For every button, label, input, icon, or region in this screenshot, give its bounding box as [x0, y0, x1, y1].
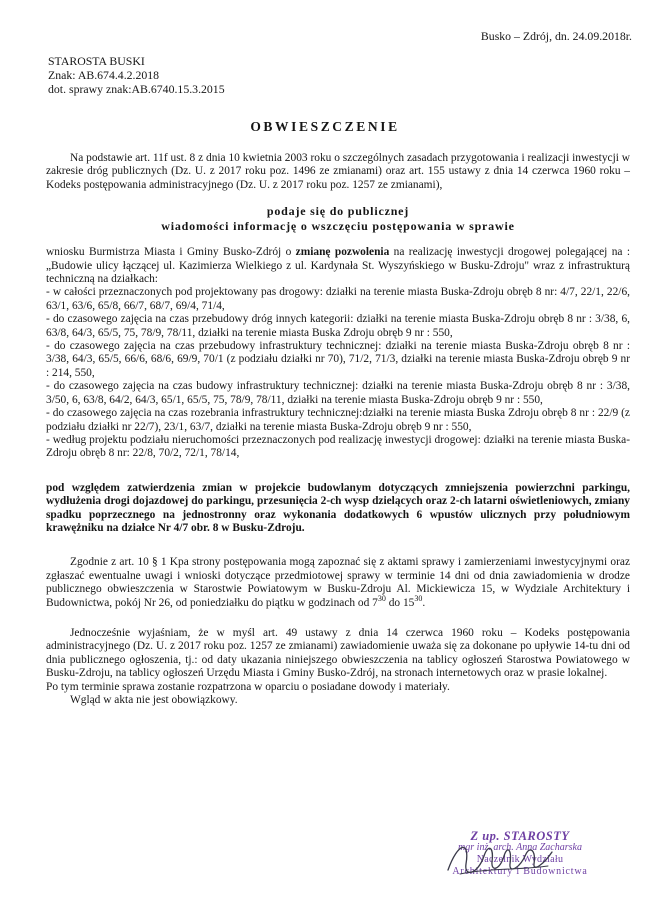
- legal-basis: Na podstawie art. 11f ust. 8 z dnia 10 kwietnia 2003 roku o szczególnych zasadach przygotowania i realizacji inwestycji w zakresie dróg publicznych (Dz. U. z 2017 roku poz. 1496 ze zmianami) oraz art. 155 ustawy z dnia 14 czerwca 1960 roku – Kodeks postępowania administracyjnego (Dz. U. z 2017 roku poz. 1257 ze zmianami),: [46, 152, 630, 191]
- place-date: Busko – Zdrój, dn. 24.09.2018r.: [480, 29, 632, 43]
- request-intro: [46, 246, 630, 286]
- parcel-list-item: - do czasowego zajęcia na czas przebudowy dróg innych kategorii: działki na terenie miasta Buska-Zdroju obręb 8 nr : 3/38, 6, 63/8, 64/3, 65/5, 75, 78/9, 78/11, działki na terenie miasta Buska Zdroju obręb 9 nr : 550,: [46, 313, 630, 339]
- request-section: [46, 246, 630, 461]
- stamp-authority: Z up. STAROSTY: [470, 829, 570, 843]
- stamp-department: Architektury i Budownictwa: [452, 866, 588, 877]
- case-reference: dot. sprawy znak:AB.6740.15.3.2015: [48, 82, 225, 96]
- sender-block: [48, 54, 225, 96]
- access-text: Zgodnie z art. 10 § 1 Kpa strony postępowania mogą zapoznać się z aktami sprawy i zamierzeniami inwestycyjnymi oraz zgłaszać ewentualne uwagi i wnioski dotyczące przedmiotowej sprawy w terminie 14 dni od dnia zawiadomienia w drodze publicznego obwieszczenia w Starostwie Powiatowym w Busku-Zdroju Al. Mickiewicza 15, w Wydziale Architektury i Budownictwa, pokój Nr 26, od poniedziałku do piątku w godzinach od 7: [46, 556, 630, 609]
- publication-line-1: podaje się do publicznej: [266, 204, 410, 219]
- subject-paragraph: pod względem zatwierdzenia zmian w projekcie budowlanym dotyczących zmniejszenia powierzchni parkingu, wydłużenia drogi dojazdowej do parkingu, przesunięcia 2-ch wysp dzielących oraz 2-ch latarni oświetleniowych, zmiany spadku poprzecznego na jednostronny oraz wykonania dodatkowych 6 wpustów ulicznych przy południowym krawężniku na działce Nr 4/7 obr. 8 w Busku-Zdroju.: [46, 481, 630, 534]
- handwritten-signature: [440, 834, 560, 884]
- deadline-paragraph: Po tym terminie sprawa zostanie rozpatrzona w oparciu o posiadane dowody i materiały.: [46, 680, 450, 693]
- parcel-list-item: - według projektu podziału nieruchomości przeznaczonych pod realizację inwestycji drogowej: działki na terenie miasta Buska-Zdroju obręb 8 nr: 22/8, 70/2, 72/1, 78/14,: [46, 433, 630, 460]
- request-bold-phrase: zmianę pozwolenia: [295, 246, 390, 259]
- file-access-paragraph: [46, 556, 630, 610]
- publication-line-2: wiadomości informację o wszczęciu postępowania w sprawie: [161, 219, 515, 234]
- parcel-list-item: - do czasowego zajęcia na czas budowy infrastruktury technicznej: działki na terenie miasta Buska-Zdroju obręb 8 nr : 3/38, 3/50, 6, 63/8, 64/2, 64/3, 65/1, 65/5, 75, 78/9, 78/11, działki na terenie miasta Buska-Zdroju obręb 9 nr : 550,: [46, 380, 630, 406]
- access-end: .: [422, 596, 426, 609]
- signature-stroke: [460, 866, 548, 874]
- notice-paragraph: Jednocześnie wyjaśniam, że w myśl art. 49 ustawy z dnia 14 czerwca 1960 roku – Kodeks postępowania administracyjnego (Dz. U. z 2017 roku poz. 1257 ze zmianami) zawiadomienie uważa się za dokonane po upływie 14-tu dni od dnia publicznego ogłoszenia, tj.: od daty ukazania niniejszego obwieszczenia na tablicy ogłoszeń Starostwa Powiatowego w Busku-Zdroju, na tablicy ogłoszeń Urzędu Miasta i Gminy Busko-Zdrój, na stronach internetowych oraz w prasie lokalnej.: [46, 626, 630, 680]
- parcel-list-item: - do czasowego zajęcia na czas przebudowy infrastruktury technicznej: działki na terenie miasta Buska-Zdroju obręb 8 nr : 3/38, 64/3, 65/5, 66/6, 68/6, 69/9, 70/1 (z podziału działki nr 70), 71/2, 71/3, działki na terenie miasta Buska-Zdroju obręb 9 nr : 214, 550,: [46, 340, 630, 379]
- inspection-paragraph: Wgląd w akta nie jest obowiązkowy.: [70, 694, 238, 706]
- signature-stroke: [448, 847, 552, 872]
- parcel-list-item: - do czasowego zajęcia na czas rozebrania infrastruktury technicznej:działki na terenie miasta Buska Zdroju obręb 8 nr : 22/9 (z podziału działki nr 22/7), 23/1, 63/7, działki na terenie miasta Buska-Zdroju obręb 9 nr : 550,: [46, 407, 630, 433]
- parcel-list-item: - w całości przeznaczonych pod projektowany pas drogowy: działki na terenie miasta Buska-Zdroju obręb 8 nr: 4/7, 22/1, 22/6, 63/1, 63/6, 65/8, 66/7, 68/7, 69/4, 71/4,: [46, 286, 630, 312]
- end-minutes: 30: [414, 593, 423, 603]
- stamp-role: Naczelnik Wydziału: [476, 854, 564, 865]
- request-rest: na realizację inwestycji drogowej polegającej na : „Budowie ulicy łączącej ul. Kazimierza Wielkiego z ul. Kardynała St. Wyszyńskiego w Busku-Zdroju" wraz z infrastrukturą techniczną na działkach:: [46, 246, 630, 286]
- publication-statement: [46, 204, 630, 234]
- stamp-name: mgr inż. arch. Anna Zacharska: [458, 842, 582, 853]
- sender-office: STAROSTA BUSKI: [48, 54, 145, 68]
- access-mid: do 15: [385, 596, 415, 609]
- reference-number: Znak: AB.674.4.2.2018: [48, 68, 160, 82]
- request-lead: wniosku Burmistrza Miasta i Gminy Busko-Zdrój o: [46, 246, 296, 259]
- start-minutes: 30: [377, 593, 386, 603]
- document-body: [46, 152, 630, 707]
- document-title: OBWIESZCZENIE: [250, 119, 400, 134]
